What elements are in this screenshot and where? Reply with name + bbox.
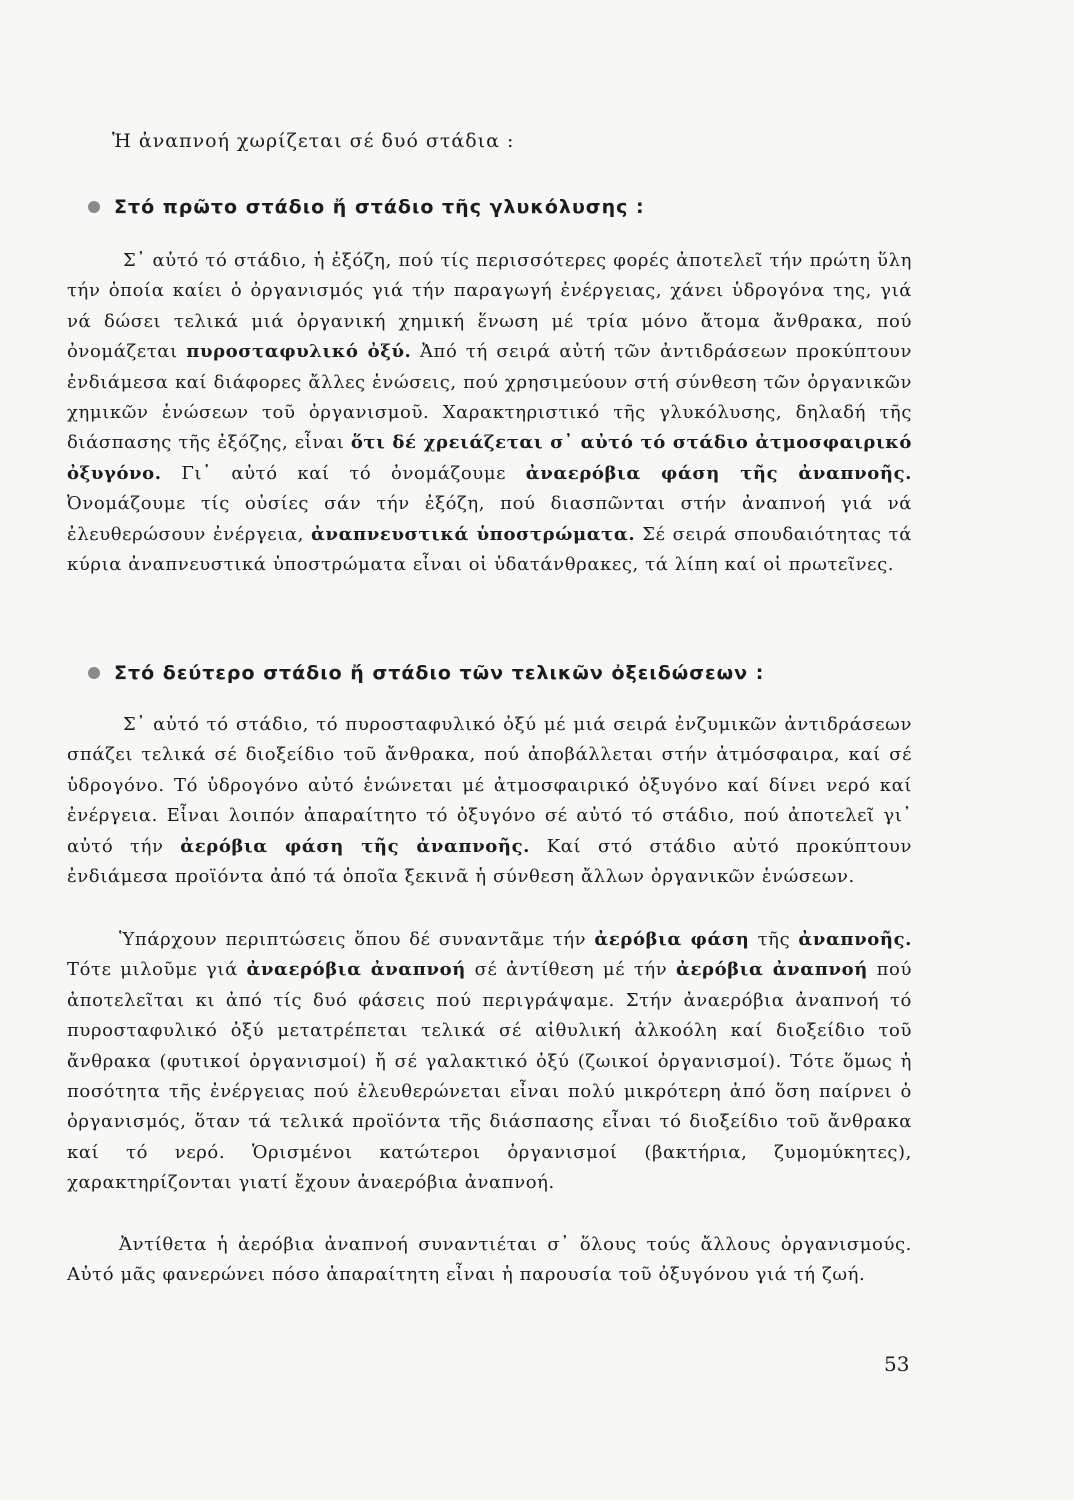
section-heading-text: Στό δεύτερο στάδιο ἤ στάδιο τῶν τελικῶν ὀξειδώσεων : — [114, 662, 765, 684]
bold-term: ἀερόβια φάση — [594, 929, 750, 950]
bold-term: ἀναπνευστικά ὑποστρώματα. — [311, 523, 636, 545]
bold-term: πυροσταφυλικό ὀξύ. — [186, 341, 412, 363]
intro-line: Ἡ ἀναπνοή χωρίζεται σέ δυό στάδια : — [112, 130, 515, 152]
bullet-icon — [88, 667, 100, 679]
bold-term: ἀερόβια φάση τῆς ἀναπνοῆς. — [180, 835, 531, 857]
page-number: 53 — [884, 1352, 910, 1376]
text-run: σέ ἀντίθεση μέ τήν — [465, 959, 677, 981]
bold-term: ἀναερόβια φάση τῆς ἀναπνοῆς. — [525, 462, 912, 484]
bold-term: ὅτι δέ χρειάζεται σ᾿ αὐτό τό στάδιο ἀτμοσφαιρικό ὀξυγόνο. — [67, 432, 913, 484]
text-run: Σέ σειρά σπουδαιότητας τά κύρια ἀναπνευστικά ὑποστρώματα εἶναι οἱ ὑδατάνθρακες, τά λίπη καί οἱ πρωτεῖνες. — [67, 523, 912, 576]
text-run: πού ἀποτελεῖται κι ἀπό τίς δυό φάσεις πού περιγράψαμε. Στήν ἀναερόβια ἀναπνοή τό πυροσταφυλικό ὀξύ μετατρέπεται τελικά σέ αἰθυλική ἀλκοόλη καί διοξείδιο τοῦ ἄνθρακα (φυτικοί ὀργανισμοί) ἤ σέ γαλακτικό ὀξύ (ζωικοί ὀργανισμοί). Τότε ὅμως ἡ ποσότητα τῆς ἐνέργειας πού ἐλευθερώνεται εἶναι πολύ μικρότερη ἀπό ὅση παίρνει ὁ ὀργανισμός, ὅταν τά τελικά προϊόντα τῆς διάσπασης εἶναι τό διοξείδιο τοῦ ἄνθρακα καί τό νερό. Ὁρισμένοι κατώτεροι ὀργανισμοί (βακτήρια, ζυμομύκητες), χαρακτηρίζονται γιατί ἔχουν ἀναερόβια ἀναπνοή. — [67, 959, 912, 1194]
section-heading-text: Στό πρῶτο στάδιο ἤ στάδιο τῆς γλυκόλυσης : — [114, 196, 645, 218]
bold-term: ἀναπνοῆς. — [798, 929, 912, 950]
paragraph-aerobic-conclusion: Ἀντίθετα ἡ ἀερόβια ἀναπνοή συναντιέται σ᾿ ὅλους τούς ἄλλους ὀργανισμούς. Αὐτό μᾶς φανερώνει πόσο ἀπαραίτητη εἶναι ἡ παρουσία τοῦ ὀξυγόνου γιά τή ζωή. — [67, 1234, 912, 1286]
bullet-icon — [88, 201, 100, 213]
text-run: Ὀνομάζουμε τίς οὐσίες σάν τήν ἐξόζη, πού διασπῶνται στήν ἀναπνοή γιά νά ἐλευθερώσουν ἐνέργεια, — [67, 493, 912, 545]
paragraph-final-oxidations — [67, 710, 912, 892]
text-run: Καί στό στάδιο αὐτό προκύπτουν ἐνδιάμεσα προϊόντα ἀπό τά ὁποῖα ξεκινᾶ ἡ σύνθεση ἄλλων ὀργανικῶν ἑνώσεων. — [67, 835, 913, 888]
bold-term: ἀναερόβια ἀναπνοή — [246, 959, 466, 981]
text-run: Σ᾿ αὐτό τό στάδιο, ἡ ἐξόζη, πού τίς περισσότερες φορές ἀποτελεῖ τήν πρώτη ὕλη τήν ὁποία καίει ὁ ὀργανισμός γιά τήν παραγωγή ἐνέργειας, χάνει ὑδρογόνα της, γιά νά δώσει τελικά μιά ὀργανική χημική ἕνωση μέ τρία μόνο ἄτομα ἄνθρακα, πού ὀνομάζεται — [67, 250, 912, 363]
section-heading-first-stage — [88, 196, 645, 218]
text-run: Ὑπάρχουν περιπτώσεις ὅπου δέ συναντᾶμε τήν — [119, 929, 595, 950]
text-run: τῆς — [749, 929, 799, 950]
text-run: Ἀπό τή σειρά αὐτή τῶν ἀντιδράσεων προκύπτουν ἐνδιάμεσα καί διάφορες ἄλλες ἑνώσεις, πού χρησιμεύουν στή σύνθεση τῶν ὀργανικῶν χημικῶν ἑνώσεων τοῦ ὀργανισμοῦ. Χαρακτηριστικό τῆς γλυκόλυσης, δηλαδή τῆς διάσπασης τῆς ἐξόζης, εἶναι — [67, 341, 912, 454]
text-run: Σ᾿ αὐτό τό στάδιο, τό πυροσταφυλικό ὀξύ μέ μιά σειρά ἐνζυμικῶν ἀντιδράσεων σπάζει τελικά σέ διοξείδιο τοῦ ἄνθρακα, πού ἀποβάλλεται στήν ἀτμόσφαιρα, καί σέ ὑδρογόνο. Τό ὑδρογόνο αὐτό ἑνώνεται μέ ἀτμοσφαιρικό ὀξυγόνο καί δίνει νερό καί ἐνέργεια. Εἶναι λοιπόν ἀπαραίτητο τό ὀξυγόνο σέ αὐτό τό στάδιο, πού ἀποτελεῖ γι᾿ αὐτό τήν — [67, 714, 912, 857]
paragraph-glycolysis — [67, 246, 912, 580]
text-run: Τότε μιλοῦμε γιά — [67, 959, 247, 981]
paragraph-anaerobic-respiration — [67, 925, 912, 1199]
section-heading-second-stage — [88, 662, 764, 684]
bold-term: ἀερόβια ἀναπνοή — [676, 959, 868, 981]
text-run: Γι᾿ αὐτό καί τό ὀνομάζουμε — [161, 462, 526, 484]
